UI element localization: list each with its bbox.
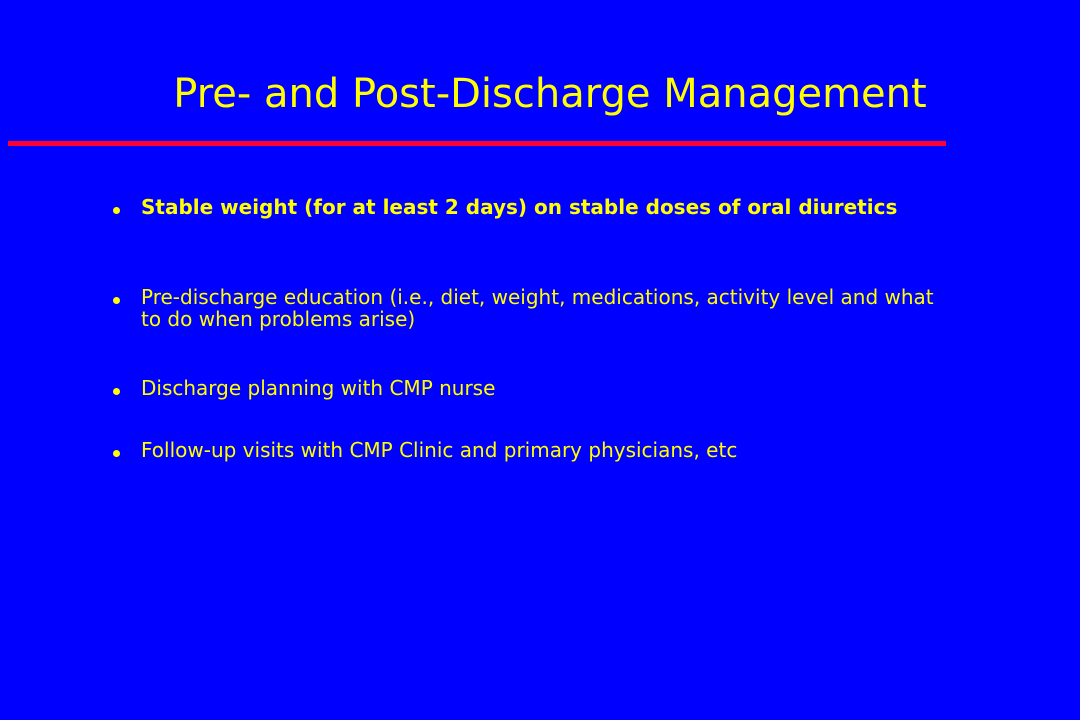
bullet-icon xyxy=(113,297,120,304)
bullet-text: Follow-up visits with CMP Clinic and primary physicians, etc xyxy=(141,438,738,462)
bullet-icon xyxy=(113,388,120,395)
bullet-text: Discharge planning with CMP nurse xyxy=(141,376,496,400)
bullet-text: Stable weight (for at least 2 days) on stable doses of oral diuretics xyxy=(141,195,898,219)
bullet-text: Pre-discharge education (i.e., diet, weight, medications, activity level and what to do when problems arise) xyxy=(141,285,934,331)
slide-title: Pre- and Post-Discharge Management xyxy=(173,71,927,117)
bullet-icon xyxy=(113,207,120,214)
bullet-icon xyxy=(113,450,120,457)
